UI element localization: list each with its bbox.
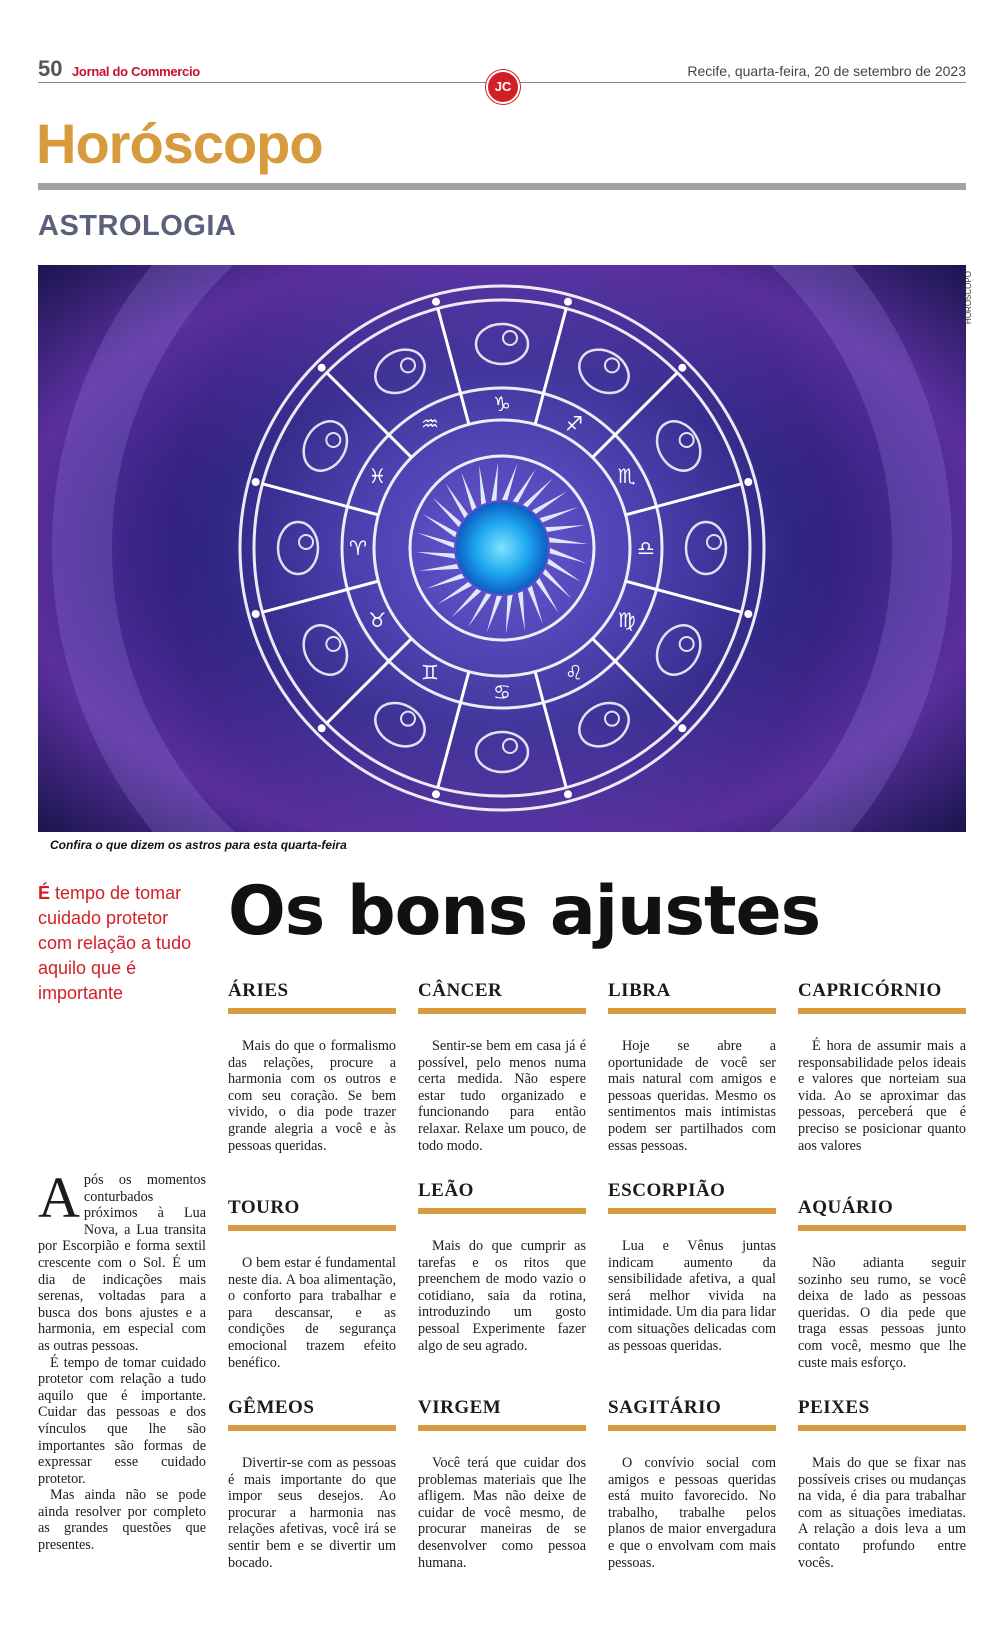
page-number: 50: [38, 56, 63, 81]
sign-gemeos: [228, 1397, 396, 1571]
zodiac-glyph: ♌: [565, 660, 583, 685]
zodiac-glyph: ♉: [368, 608, 387, 632]
sign-text: Mais do que o formalismo das relações, procure a harmonia com os outros e com seu coração. Se bem vivido, o dia pode trazer grande alegria a você e às pessoas queridas.: [228, 1038, 396, 1154]
dateline: Recife, quarta-feira, 20 de setembro de 2023: [687, 63, 966, 79]
wheel-star: [432, 790, 440, 798]
sign-title: TOURO: [228, 1197, 396, 1231]
zodiac-glyph: ♏: [617, 464, 636, 488]
sign-libra: [608, 980, 776, 1154]
sign-escorpiao: [608, 1180, 776, 1354]
wheel-star: [744, 478, 752, 486]
intro-article: [38, 1165, 206, 1554]
sign-title: GÊMEOS: [228, 1397, 396, 1431]
zodiac-glyph: ♊: [421, 660, 439, 685]
image-caption: Confira o que dizem os astros para esta quarta-feira: [50, 838, 347, 852]
sign-title: CÂNCER: [418, 980, 586, 1014]
wheel-star: [252, 478, 260, 486]
sign-title: ESCORPIÃO: [608, 1180, 776, 1214]
intro-paragraph-3: Mas ainda não se pode ainda resolver por completo as grandes questões que presentes.: [38, 1487, 206, 1554]
wheel-star: [678, 364, 686, 372]
sign-virgem: [418, 1397, 586, 1571]
wheel-star: [564, 298, 572, 306]
sign-text: Divertir-se com as pessoas é mais importante do que impor seus desejos. Ao procurar a harmonia nas relações afetivas, você irá se sentir bem e se divertir um bocado.: [228, 1455, 396, 1571]
wheel-star: [318, 364, 326, 372]
sun-center: [456, 502, 548, 594]
zodiac-glyph: ♎: [637, 536, 655, 560]
sign-sagitario: [608, 1397, 776, 1571]
wheel-star: [564, 790, 572, 798]
sign-aquario: [798, 1197, 966, 1371]
sign-title: ÁRIES: [228, 980, 396, 1014]
drop-cap: A: [38, 1165, 80, 1230]
jc-logo-badge: JC: [486, 70, 520, 104]
sign-title: PEIXES: [798, 1397, 966, 1431]
headline: Os bons ajustes: [228, 872, 821, 951]
sign-aries: [228, 980, 396, 1154]
sign-title: CAPRICÓRNIO: [798, 980, 966, 1014]
sign-text: Hoje se abre a oportunidade de você ser mais natural com amigos e pessoas queridas. Mesmo os sentimentos mais intimistas podem ser partilhados com essas pessoas.: [608, 1038, 776, 1154]
wheel-star: [252, 610, 260, 618]
zodiac-glyph: ♓: [368, 464, 387, 488]
sign-title: LEÃO: [418, 1180, 586, 1214]
sign-leao: [418, 1180, 586, 1354]
subsection-title: ASTROLOGIA: [38, 210, 237, 242]
zodiac-wheel-image: [38, 265, 966, 832]
sign-text: Sentir-se bem em casa já é possível, pelo menos numa certa medida. Não espere estar tudo organizado e funcionando para então relaxar. Relaxe um pouco, de todo modo.: [418, 1038, 586, 1154]
sign-text: Não adianta seguir sozinho seu rumo, se você deixa de lado as pessoas queridas. O dia pede que traga essas pessoas junto com você, mesmo que lhe custe mais esforço.: [798, 1255, 966, 1371]
deck-quote: [38, 881, 203, 1006]
zodiac-glyph: ♈: [349, 536, 367, 560]
section-title: Horóscopo: [36, 112, 323, 175]
sign-touro: [228, 1197, 396, 1371]
wheel-star: [318, 724, 326, 732]
wheel-star: [744, 610, 752, 618]
sign-text: Mais do que se fixar nas possíveis crises ou mudanças na vida, é dia para trabalhar com as situações imediatas. A relação a dois leva a um contato profundo entre vocês.: [798, 1455, 966, 1571]
sign-title: AQUÁRIO: [798, 1197, 966, 1231]
sign-title: VIRGEM: [418, 1397, 586, 1431]
newspaper-name: Jornal do Commercio: [72, 64, 200, 79]
sign-title: SAGITÁRIO: [608, 1397, 776, 1431]
zodiac-glyph: ♋: [493, 680, 511, 704]
sign-text: Lua e Vênus juntas indicam aumento da sensibilidade afetiva, a qual será melhor vivida na intimidade. Um dia para lidar com situações delicadas com as pessoas queridas.: [608, 1238, 776, 1354]
deck-lead: É: [38, 883, 51, 903]
zodiac-glyph: ♐: [565, 411, 583, 436]
intro-paragraph-2: É tempo de tomar cuidado protetor com relação a tudo aquilo que é importante. Cuidar das pessoas e dos vínculos que lhe são importantes são formas de expressar esse cuidado protetor.: [38, 1354, 206, 1487]
zodiac-glyph: ♍: [617, 608, 636, 632]
sign-text: É hora de assumir mais a responsabilidade pelos ideais e valores que norteiam sua vida. Ao se aproximar das pessoas, perceberá que é preciso se posicionar quanto aos valores: [798, 1038, 966, 1154]
wheel-star: [432, 298, 440, 306]
sign-text: O convívio social com amigos e pessoas queridas está muito favorecido. No trabalho, trabalhe pelos planos de maior envergadura e que o envolvam com mais pessoas.: [608, 1455, 776, 1571]
deck-text: tempo de tomar cuidado protetor com relação a tudo aquilo que é importante: [38, 883, 192, 1003]
sign-title: LIBRA: [608, 980, 776, 1014]
zodiac-glyph: ♑: [493, 392, 511, 416]
sign-text: Você terá que cuidar dos problemas materiais que lhe afligem. Mas não deixe de cuidar de você mesmo, de procurar maneiras de se desenvolver como pessoa humana.: [418, 1455, 586, 1571]
sign-text: O bem estar é fundamental neste dia. A boa alimentação, o conforto para trabalhar e para descansar, e as condições de segurança emocional trazem efeito benéfico.: [228, 1255, 396, 1371]
photo-credit: HORÓSCOPO: [963, 271, 973, 324]
wheel-star: [678, 724, 686, 732]
zodiac-glyph: ♒: [421, 411, 439, 436]
section-title-rule: [38, 183, 966, 190]
sign-peixes: [798, 1397, 966, 1571]
sign-text: Mais do que cumprir as tarefas e os ritos que preenchem de modo vazio o cotidiano, saia da rotina, introduzindo um gosto pessoal Experimente fazer algo de seu agrado.: [418, 1238, 586, 1354]
intro-paragraph-1: Após os momentos conturbados próximos à Lua Nova, a Lua transita por Escorpião e forma sextil crescente com o Sol. É um dia de indicações mais serenas, voltadas para a busca dos bons ajustes e a harmonia, em especial com as outras pessoas.: [38, 1165, 206, 1354]
sign-capricornio: [798, 980, 966, 1154]
sign-cancer: [418, 980, 586, 1154]
